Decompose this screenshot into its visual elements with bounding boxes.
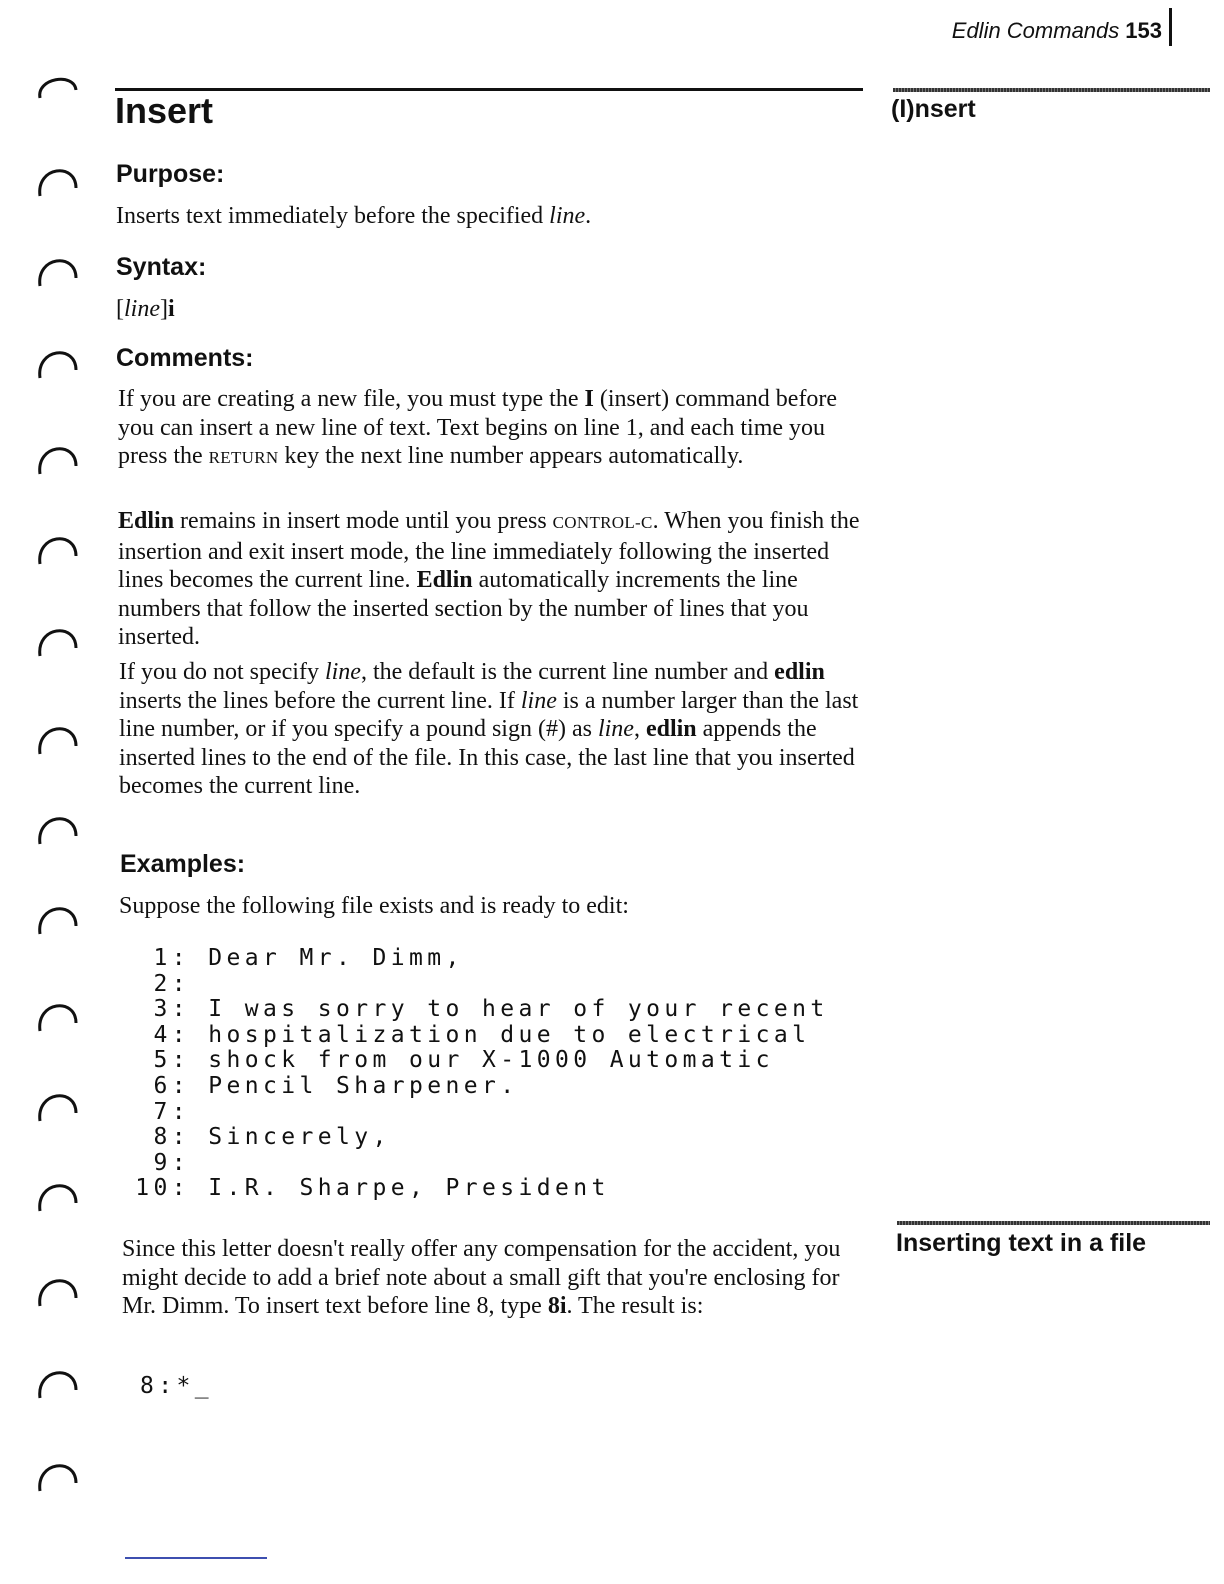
binder-hole bbox=[34, 898, 78, 940]
listing-line: 4: hospitalization due to electrical bbox=[153, 1021, 811, 1048]
result-listing: 8:*_ bbox=[140, 1373, 213, 1399]
listing-line: 5: shock from our X-1000 Automatic bbox=[153, 1047, 774, 1074]
listing-line: 8: Sincerely, bbox=[153, 1124, 391, 1151]
sidebar-rule bbox=[893, 88, 1210, 92]
listing-line: 1: Dear Mr. Dimm, bbox=[153, 945, 464, 971]
title-rule bbox=[115, 88, 863, 91]
line-arg: line bbox=[549, 203, 586, 229]
examples-paragraph-2: Since this letter doesn't really offer any compensation for the accident, you might decide to add a brief note about a small gift that you're enclosing for Mr. Dimm. To insert text before line 8, type 8i. The result is: bbox=[122, 1236, 841, 1320]
binder-hole bbox=[34, 1455, 78, 1497]
sidebar-note: Inserting text in a file bbox=[896, 1229, 1147, 1257]
examples-intro: Suppose the following file exists and is ready to edit: bbox=[119, 893, 629, 919]
binder-hole bbox=[34, 1270, 78, 1312]
binder-hole bbox=[34, 808, 78, 850]
comments-heading: Comments: bbox=[116, 344, 254, 372]
syntax-command: i bbox=[168, 296, 175, 322]
bottom-underline bbox=[125, 1557, 267, 1559]
page-title: Insert bbox=[115, 90, 214, 131]
binder-hole bbox=[34, 995, 78, 1037]
sidebar-title: (I)nsert bbox=[891, 95, 976, 123]
listing-line: 6: Pencil Sharpener. bbox=[153, 1072, 519, 1099]
header-bar bbox=[1169, 8, 1172, 46]
running-header-section: Edlin Commands bbox=[951, 18, 1120, 43]
syntax-heading: Syntax: bbox=[116, 253, 207, 281]
binder-hole bbox=[34, 160, 78, 202]
key-return: RETURN bbox=[208, 448, 279, 468]
comments-paragraph-2: Edlin remains in insert mode until you press CONTROL-C. When you finish the insertion and exit insert mode, the line immediately following the inserted lines becomes the current line. Edlin automatically increments the line numbers that follow the inserted section by the number of lines that you inserted. bbox=[118, 508, 860, 651]
binder-hole bbox=[34, 718, 78, 760]
page-number: 153 bbox=[1125, 18, 1162, 43]
binder-hole bbox=[34, 620, 78, 662]
binder-hole bbox=[34, 1175, 78, 1217]
running-header bbox=[952, 18, 1162, 44]
listing-line: 7: bbox=[153, 1098, 190, 1125]
listing-line: 10: I.R. Sharpe, President bbox=[135, 1175, 610, 1202]
code-listing bbox=[120, 946, 829, 1202]
binder-hole bbox=[34, 342, 78, 384]
comments-paragraph-1: If you are creating a new file, you must type the I (insert) command before you can insert a new line of text. Text begins on line 1, and each time you press the RETURN key the next line number appears automatically. bbox=[118, 386, 838, 470]
key-control-c: CONTROL-C bbox=[552, 513, 653, 532]
binder-hole bbox=[34, 1362, 78, 1404]
listing-line: 2: bbox=[153, 970, 190, 997]
binder-hole bbox=[34, 68, 78, 110]
listing-line: 9: bbox=[153, 1149, 190, 1176]
purpose-heading: Purpose: bbox=[116, 160, 225, 188]
binder-hole bbox=[34, 438, 78, 480]
listing-line: 3: I was sorry to hear of your recent bbox=[153, 996, 829, 1023]
purpose-text: Inserts text immediately before the specified line. bbox=[116, 203, 592, 229]
binder-hole bbox=[34, 250, 78, 292]
comments-paragraph-3: If you do not specify line, the default is the current line number and edlin inserts the lines before the current line. If line is a number larger than the last line number, or if you specify a pound sign (#) as line, edlin appends the inserted lines to the end of the file. In this case, the last line that you inserted becomes the current line. bbox=[119, 659, 859, 800]
syntax-arg: line bbox=[124, 296, 160, 322]
examples-heading: Examples: bbox=[120, 850, 246, 878]
syntax-text: [line]i bbox=[116, 296, 175, 322]
binder-hole bbox=[34, 1085, 78, 1127]
sidebar-rule-lower bbox=[897, 1221, 1210, 1225]
binder-hole bbox=[34, 528, 78, 570]
